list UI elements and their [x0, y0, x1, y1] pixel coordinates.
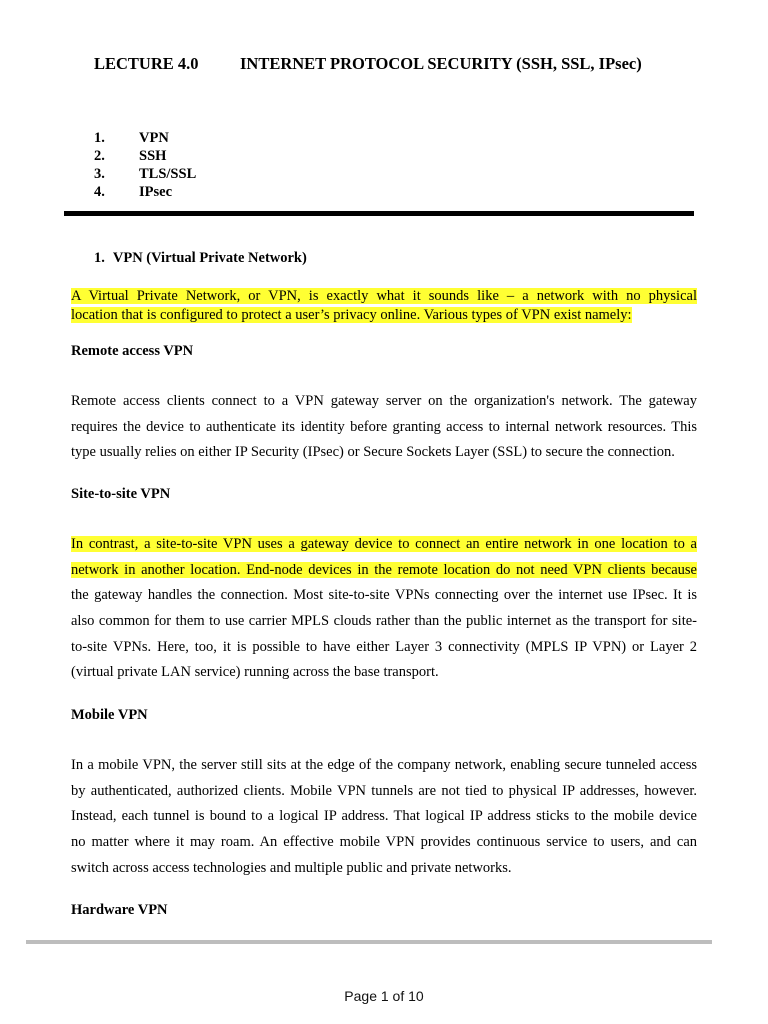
paragraph-line: to-site VPNs. Here, too, it is possible to have either Layer 3 connectivity (MPLS IP VPN) or Layer 2: [71, 638, 697, 655]
paragraph-line: [71, 287, 697, 306]
paragraph-line: Instead, each tunnel is bound to a logical IP address. That logical IP address sticks to the mobile device: [71, 808, 697, 825]
paragraph-line: also common for them to use carrier MPLS clouds rather than the public internet as the transport for site-: [71, 613, 697, 630]
paragraph-line: Remote access clients connect to a VPN gateway server on the organization's network. The gateway: [71, 393, 697, 409]
paragraph-line: [71, 558, 697, 584]
highlighted-text: network in another location. End-node devices in the remote location do not need VPN clients because: [71, 561, 697, 578]
toc-item: [94, 147, 196, 165]
lecture-title: INTERNET PROTOCOL SECURITY (SSH, SSL, IPsec): [240, 54, 642, 73]
intro-paragraph: [71, 287, 697, 325]
highlighted-text: location that is configured to protect a user’s privacy online. Various types of VPN exist namely:: [71, 307, 632, 323]
paragraph-line: (virtual private LAN service) running across the base transport.: [71, 664, 439, 681]
section-number: 1.: [94, 250, 105, 266]
section-title-text: VPN (Virtual Private Network): [112, 250, 307, 266]
toc-label: IPsec: [139, 184, 173, 200]
subheading-site-to-site: Site-to-site VPN: [71, 486, 171, 502]
toc-number: 3.: [94, 166, 105, 182]
toc-label: TLS/SSL: [139, 166, 197, 182]
subheading-remote-access: Remote access VPN: [71, 343, 194, 359]
toc-label: VPN: [139, 130, 169, 146]
page-bottom-border: [26, 940, 712, 944]
paragraph-line: type usually relies on either IP Security (IPsec) or Secure Sockets Layer (SSL) to secure the connection.: [71, 444, 675, 461]
site-to-site-paragraph: [71, 532, 697, 686]
remote-access-paragraph: [71, 389, 697, 466]
page-number: Page 1 of 10: [344, 988, 424, 1004]
paragraph-line: the gateway handles the connection. Most site-to-site VPNs connecting over the internet use IPsec. It is: [71, 587, 697, 604]
subheading-mobile: Mobile VPN: [71, 707, 148, 723]
paragraph-line: [71, 532, 697, 558]
paragraph-line: [71, 306, 697, 325]
section-title: [94, 250, 307, 267]
mobile-paragraph: [71, 753, 697, 881]
paragraph-line: requires the device to authenticate its identity before granting access to internal network resources. This: [71, 418, 697, 435]
table-of-contents: [94, 129, 196, 201]
toc-item: [94, 165, 196, 183]
section-divider: [64, 211, 694, 216]
highlighted-text: A Virtual Private Network, or VPN, is exactly what it sounds like – a network with no physical: [71, 288, 697, 304]
lecture-number: LECTURE 4.0: [94, 54, 199, 73]
toc-label: SSH: [139, 148, 167, 164]
toc-number: 4.: [94, 184, 105, 200]
page-header: [94, 54, 642, 74]
toc-item: [94, 129, 196, 147]
paragraph-line: In a mobile VPN, the server still sits at the edge of the company network, enabling secure tunneled access: [71, 757, 697, 773]
highlighted-text: In contrast, a site-to-site VPN uses a gateway device to connect an entire network in one location to a: [71, 536, 697, 552]
paragraph-line: switch across access technologies and multiple public and private networks.: [71, 859, 512, 876]
toc-number: 1.: [94, 130, 105, 146]
paragraph-line: by authenticated, authorized clients. Mobile VPN tunnels are not tied to physical IP addresses, however.: [71, 782, 697, 799]
paragraph-line: no matter where it may roam. An effective mobile VPN provides continuous service to users, and can: [71, 834, 697, 851]
toc-item: [94, 183, 196, 201]
toc-number: 2.: [94, 148, 105, 164]
subheading-hardware: Hardware VPN: [71, 902, 168, 918]
